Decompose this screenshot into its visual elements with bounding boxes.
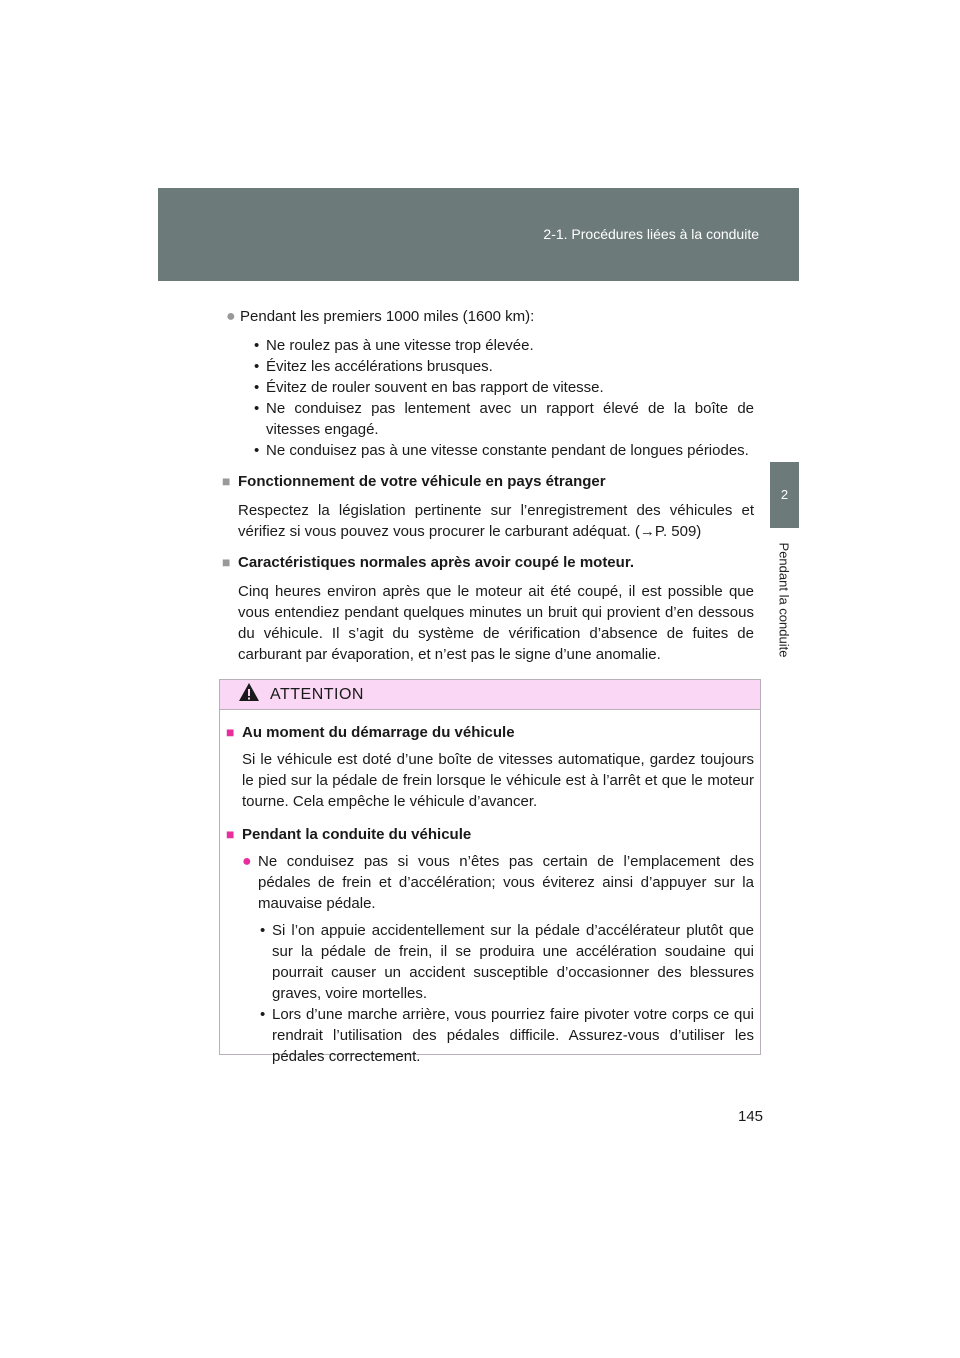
attention-bullet-text: Ne conduisez pas si vous n’êtes pas certain de l’emplacement des pédales de frein et d’accélération; vous éviterez ainsi d’appuyer sur la mauvaise pédale. (258, 853, 754, 912)
attention-header (220, 680, 760, 710)
attention-body (220, 710, 760, 1067)
list-item: • Lors d’une marche arrière, vous pourriez faire pivoter votre corps ce qui rendrait l’utilisation des pédales difficile. Assurez-vous d’utiliser les pédales correctement. (260, 1004, 754, 1067)
attention-box (219, 679, 761, 1065)
section-paragraph: Respectez la législation pertinente sur l’enregistrement des véhicules et vérifiez si vous pouvez vous procurer le carburant adéquat. (→P. 509) (238, 502, 754, 540)
pink-square-bullet-icon: ■ (226, 724, 235, 740)
list-item: • Évitez de rouler souvent en bas rapport de vitesse. (254, 377, 754, 398)
list-item: • Évitez les accélérations brusques. (254, 356, 754, 377)
attention-bullet (242, 851, 754, 914)
list-item: • Ne roulez pas à une vitesse trop élevée. (254, 335, 754, 356)
attention-sub-list (260, 920, 754, 1067)
section-heading-text: Fonctionnement de votre véhicule en pays étranger (238, 473, 606, 490)
pink-square-bullet-icon: ■ (226, 826, 235, 842)
section-heading-text: Caractéristiques normales après avoir coupé le moteur. (238, 554, 634, 571)
section-paragraph: Cinq heures environ après que le moteur ait été coupé, il est possible que vous entendiez pendant quelques minutes un bruit qui provient d’en dessous du véhicule. Il s’agit du système de vérification d’absence de fuites de carburant par évaporation, et n’est pas le signe d’une anomalie. (238, 583, 754, 663)
intro-bullet-text: Pendant les premiers 1000 miles (1600 km): (240, 308, 535, 325)
page-number: 145 (738, 1108, 764, 1125)
grey-circle-bullet-icon: ● (226, 308, 236, 325)
pink-circle-bullet-icon: ● (242, 853, 252, 870)
attention-section-heading-text: Pendant la conduite du véhicule (242, 826, 472, 843)
list-item: • Ne conduisez pas lentement avec un rapport élevé de la boîte de vitesses engagé. (254, 398, 754, 440)
list-item: • Ne conduisez pas à une vitesse constante pendant de longues périodes. (254, 440, 754, 461)
list-item: • Si l’on appuie accidentellement sur la pédale d’accélérateur plutôt que sur la pédale de frein, il se produira une accélération soudaine qui pourrait causer un accident susceptible d’occasionner des blessures graves, voire mortelles. (260, 920, 754, 1004)
section-heading (222, 552, 754, 573)
chapter-title: 2-1. Procédures liées à la conduite (543, 226, 759, 242)
chapter-side-label: Pendant la conduite (776, 542, 792, 658)
grey-square-bullet-icon: ■ (222, 473, 231, 489)
intro-sub-list (254, 335, 754, 461)
intro-bullet (226, 306, 754, 327)
chapter-header-bar (158, 188, 799, 281)
main-content (222, 306, 754, 665)
warning-triangle-icon (238, 682, 260, 707)
attention-section-heading (226, 722, 754, 743)
attention-title: ATTENTION (270, 685, 364, 703)
attention-paragraph: Si le véhicule est doté d’une boîte de vitesses automatique, gardez toujours le pied sur la pédale de frein lorsque le véhicule est à l’arrêt et que le moteur tourne. Cela empêche le véhicule d’avancer. (242, 751, 754, 810)
section-heading (222, 471, 754, 492)
chapter-number-tab: 2 (770, 462, 799, 528)
grey-square-bullet-icon: ■ (222, 554, 231, 570)
attention-section-heading-text: Au moment du démarrage du véhicule (242, 724, 515, 741)
attention-section-heading (226, 824, 754, 845)
